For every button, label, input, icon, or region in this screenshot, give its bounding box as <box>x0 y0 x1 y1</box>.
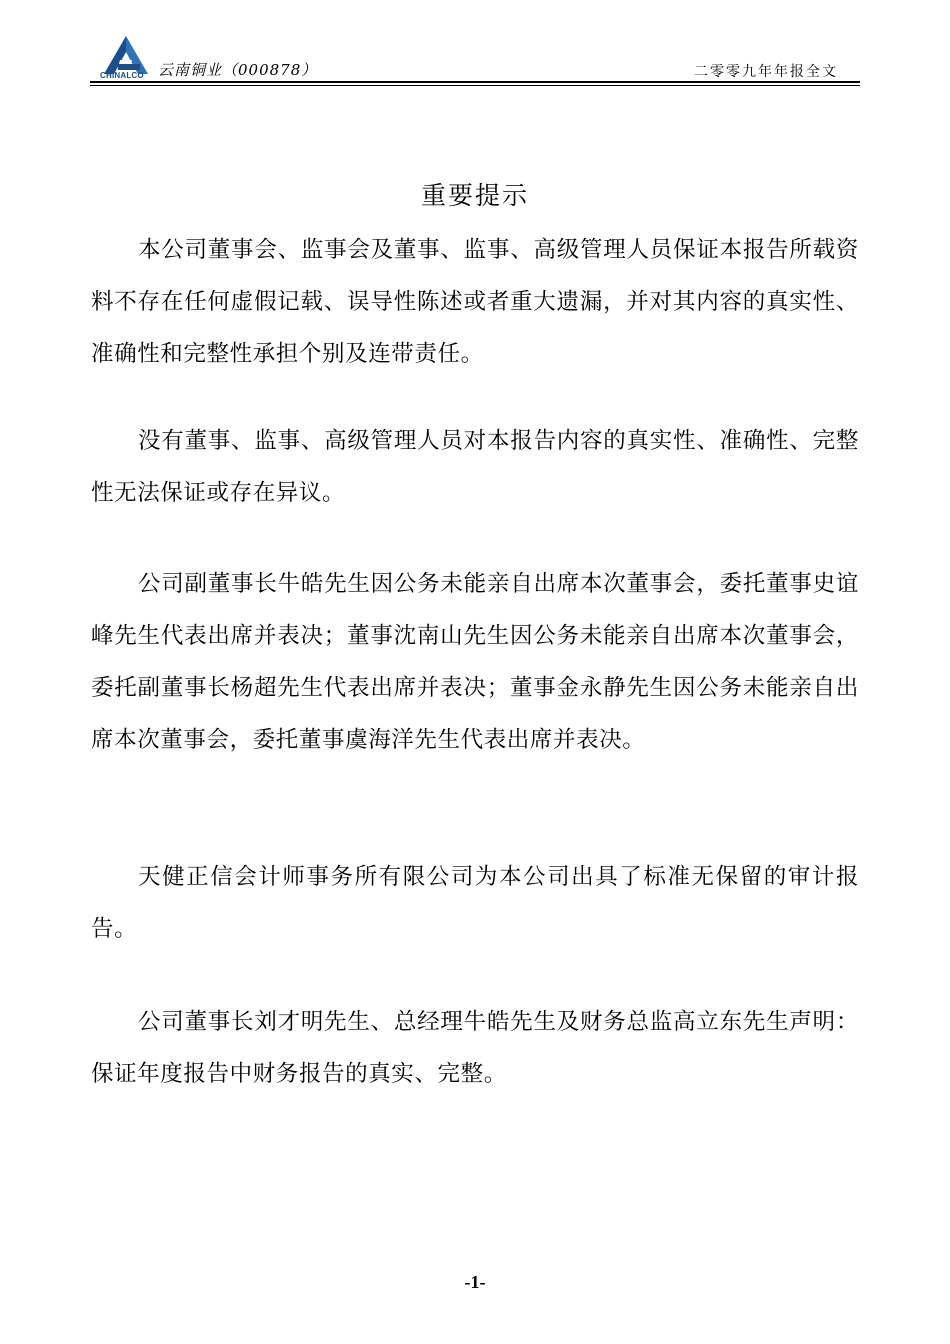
header-rule-thin <box>90 85 860 86</box>
header-rule-thick <box>90 81 860 83</box>
page-title: 重要提示 <box>420 181 529 210</box>
paragraph-audit-report: 天健正信会计师事务所有限公司为本公司出具了标准无保留的审计报告。 <box>91 864 859 942</box>
paragraph-executive-statement: 公司董事长刘才明先生、总经理牛皓先生及财务总监高立东先生声明：保证年度报告中财务报告的真实、完整。 <box>91 1009 859 1087</box>
logo-text: CHINALCO <box>100 71 144 80</box>
company-name: 云南铜业（000878） <box>158 61 318 79</box>
page-number: -1- <box>464 1272 486 1292</box>
paragraph-no-objection: 没有董事、监事、高级管理人员对本报告内容的真实性、准确性、完整性无法保证或存在异议。 <box>91 428 859 506</box>
page-header <box>90 30 860 84</box>
report-title: 二零零九年年报全文 <box>694 64 838 80</box>
paragraph-board-guarantee: 本公司董事会、监事会及董事、监事、高级管理人员保证本报告所载资料不存在任何虚假记载、误导性陈述或者重大遗漏，并对其内容的真实性、准确性和完整性承担个别及连带责任。 <box>91 237 859 367</box>
paragraph-proxy-attendance: 公司副董事长牛皓先生因公务未能亲自出席本次董事会，委托董事史谊峰先生代表出席并表决；董事沈南山先生因公务未能亲自出席本次董事会，委托副董事长杨超先生代表出席并表决；董事金永静先生因公务未能亲自出席本次董事会，委托董事虞海洋先生代表出席并表决。 <box>91 571 859 753</box>
